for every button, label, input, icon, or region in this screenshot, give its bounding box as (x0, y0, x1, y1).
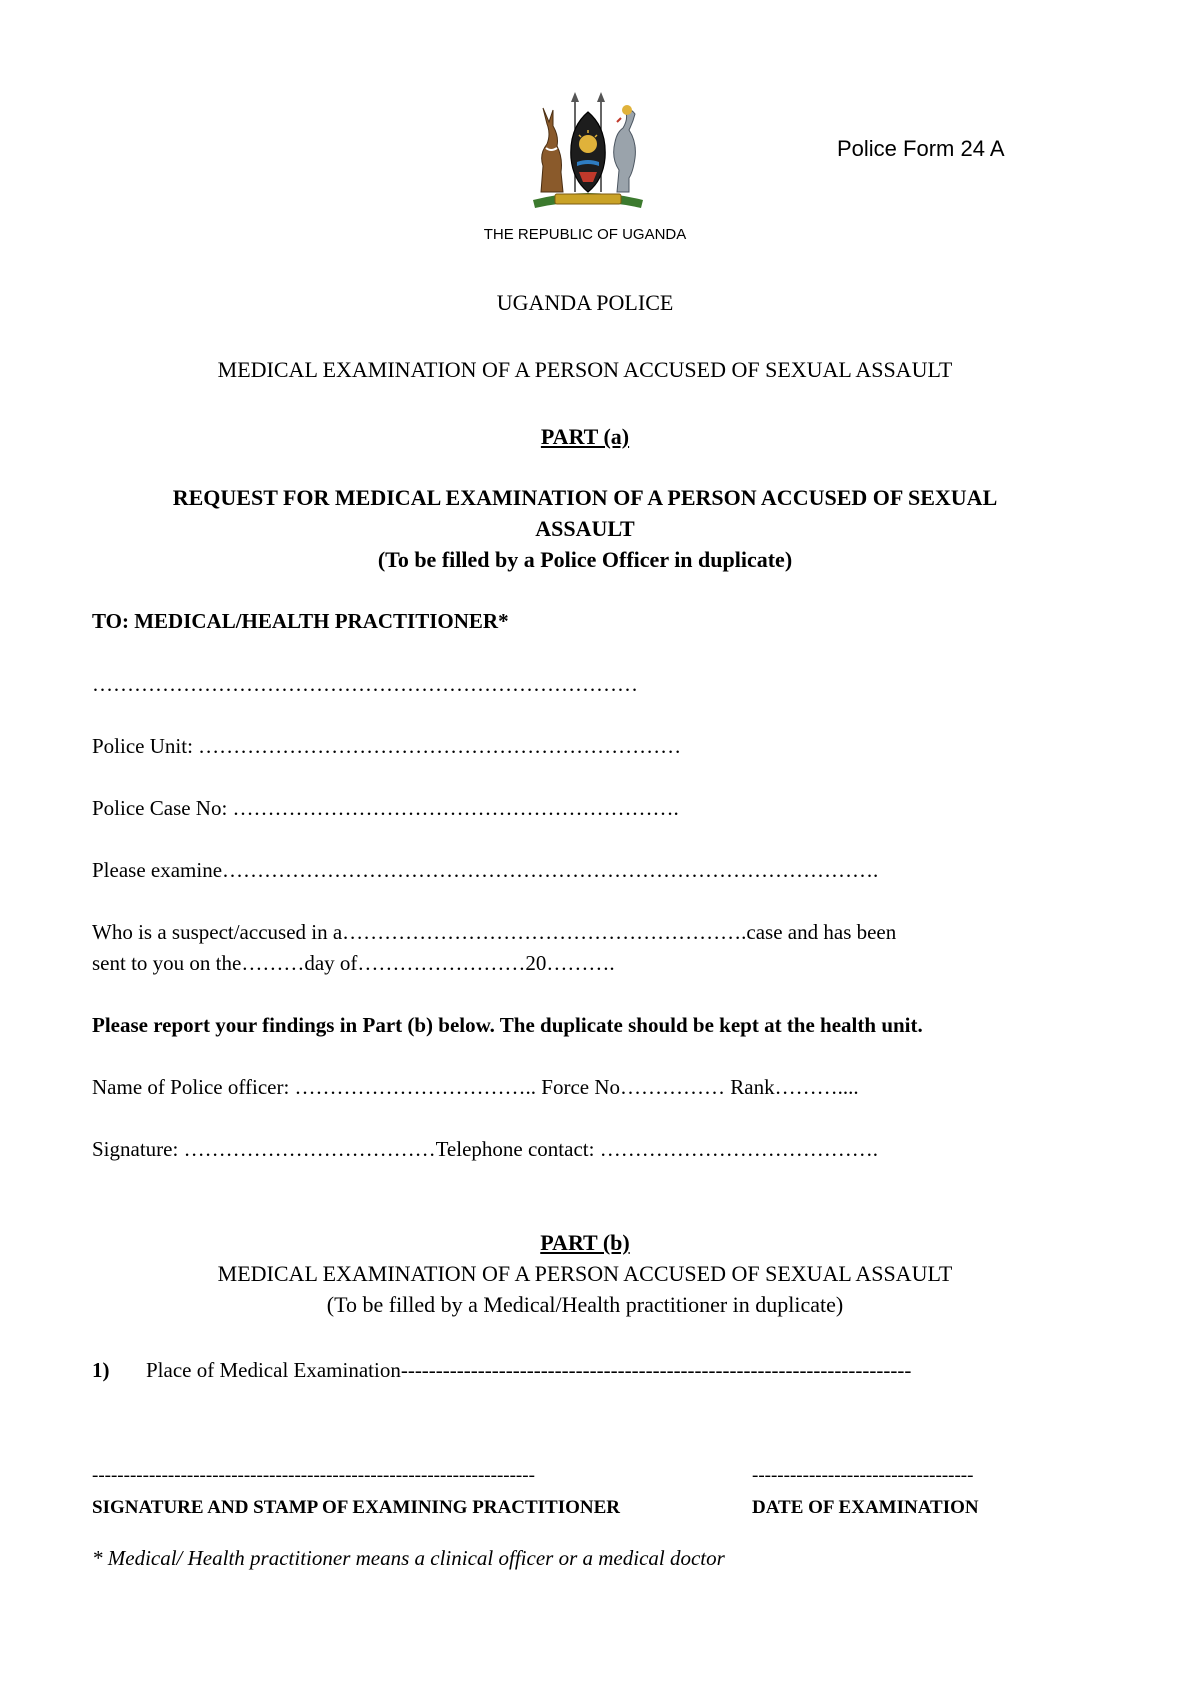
republic-caption: THE REPUBLIC OF UGANDA (483, 226, 687, 243)
addressee-field[interactable]: …………………………………………………………………… (92, 672, 638, 696)
signature-telephone-field[interactable]: Signature: ………………………………Telephone contact: …………………………………. (92, 1137, 878, 1161)
request-title-line1: REQUEST FOR MEDICAL EXAMINATION OF A PERSON ACCUSED OF SEXUAL (172, 485, 998, 510)
part-a-heading: PART (a) (540, 424, 630, 449)
form-number: Police Form 24 A (837, 136, 1005, 161)
police-title: UGANDA POLICE (496, 290, 674, 315)
please-examine-field[interactable]: Please examine…………………………………………………………………………………. (92, 858, 879, 882)
main-title: MEDICAL EXAMINATION OF A PERSON ACCUSED OF SEXUAL ASSAULT (217, 357, 953, 382)
sent-date-field[interactable]: sent to you on the………day of……………………20………. (92, 951, 615, 975)
date-line[interactable]: ----------------------------------- (752, 1465, 974, 1486)
signature-stamp-label: SIGNATURE AND STAMP OF EXAMINING PRACTITIONER (92, 1497, 621, 1518)
police-case-no-field[interactable]: Police Case No: ………………………………………………………. (92, 796, 679, 820)
part-b-heading: PART (b) (540, 1230, 630, 1255)
date-of-examination-label: DATE OF EXAMINATION (752, 1497, 979, 1518)
police-unit-field[interactable]: Police Unit: …………………………………………………………… (92, 734, 682, 758)
part-b-title: MEDICAL EXAMINATION OF A PERSON ACCUSED OF SEXUAL ASSAULT (217, 1261, 953, 1286)
officer-details-field[interactable]: Name of Police officer: …………………………….. Force No…………… Rank……….... (92, 1075, 859, 1099)
place-of-examination-field[interactable]: Place of Medical Examination------------------------------------------------------------------------- (146, 1358, 912, 1382)
footnote: * Medical/ Health practitioner means a clinical officer or a medical doctor (92, 1546, 725, 1570)
uganda-coat-of-arms-icon (513, 88, 663, 216)
part-b-instruction: (To be filled by a Medical/Health practitioner in duplicate) (326, 1292, 844, 1317)
list-item-number: 1) (92, 1358, 110, 1382)
addressee-heading: TO: MEDICAL/HEALTH PRACTITIONER* (92, 609, 509, 633)
signature-line[interactable]: ---------------------------------------------------------------------- (92, 1465, 535, 1486)
request-title-line2: ASSAULT (535, 516, 635, 541)
report-instruction: Please report your findings in Part (b) below. The duplicate should be kept at the health unit. (92, 1013, 923, 1037)
part-a-instruction: (To be filled by a Police Officer in duplicate) (377, 547, 793, 572)
suspect-case-field[interactable]: Who is a suspect/accused in a………………………………………………….case and has been (92, 920, 897, 944)
